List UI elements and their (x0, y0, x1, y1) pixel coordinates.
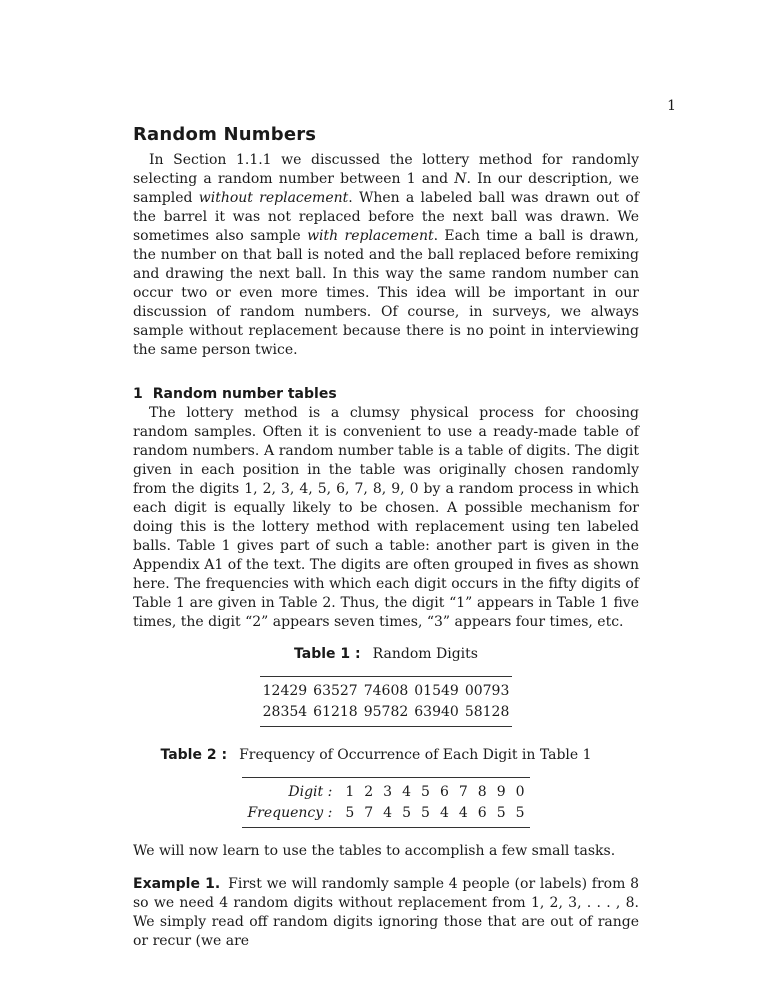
table-cell: 63527 (313, 683, 358, 699)
table-cell: 63940 (414, 704, 459, 720)
frequency-cell: 5 (345, 805, 355, 821)
digit-cell: 5 (421, 784, 430, 800)
table-row (242, 778, 529, 804)
digit-cell: 2 (364, 784, 374, 800)
table1-caption (133, 646, 639, 662)
digit-cell: 8 (477, 784, 487, 800)
frequency-cell: 5 (421, 805, 430, 821)
frequency-cell: 6 (477, 805, 487, 821)
intro-emphasis-without-replacement: without replacement (198, 190, 349, 206)
digit-frequency-table (242, 777, 529, 828)
table1-label: Table 1 : (294, 646, 361, 662)
table-cell: 00793 (464, 683, 510, 699)
table2-caption-text: Frequency of Occurrence of Each Digit in Table 1 (239, 747, 592, 763)
row-label-digit: Digit : (288, 784, 333, 800)
transition-paragraph: We will now learn to use the tables to accomplish a few small tasks. (133, 843, 616, 859)
table-row (260, 677, 513, 703)
section-heading (133, 386, 639, 402)
frequency-cell: 4 (439, 805, 449, 821)
intro-variable-n: N (454, 171, 467, 187)
frequency-cell: 4 (458, 805, 468, 821)
table2-label: Table 2 : (160, 747, 228, 763)
digit-cell: 0 (515, 784, 525, 800)
intro-text-1: In Section 1.1.1 we discussed the lottery method for randomly selecting a random number between 1 and (133, 152, 639, 187)
intro-text-4: . Each time a ball is drawn, the number on that ball is noted and the ball replaced before remixing and drawing the next ball. In this way the same random number can occur two or even more times. This idea will be important in our discussion of random numbers. Of course, in surveys, we always sample without replacement because there is no point in interviewing the same person twice. (133, 228, 640, 358)
frequency-cell: 5 (402, 805, 412, 821)
frequency-cell: 4 (383, 805, 393, 821)
table-cell: 74608 (363, 683, 409, 699)
page-title: Random Numbers (133, 124, 317, 145)
digit-cell: 6 (439, 784, 449, 800)
table2-caption (113, 747, 639, 763)
digit-cell: 1 (345, 784, 355, 800)
page-number: 1 (667, 98, 676, 114)
frequency-cell: 7 (364, 805, 374, 821)
section-title: Random number tables (152, 386, 337, 402)
table-cell: 58128 (464, 704, 510, 720)
example-paragraph (133, 875, 639, 951)
table-cell: 95782 (363, 704, 409, 720)
digit-cell: 3 (383, 784, 393, 800)
table-row (242, 803, 529, 828)
digit-cell: 7 (458, 784, 468, 800)
intro-text-3: . When a labeled ball was drawn out of the barrel it was not replaced before the next ball was drawn. We sometimes also sample (133, 190, 639, 244)
table1-caption-text: Random Digits (372, 646, 478, 662)
example-label: Example 1. (133, 876, 221, 892)
section-number: 1 (133, 386, 143, 402)
random-digits-table (260, 676, 513, 727)
table-cell: 12429 (262, 683, 308, 699)
section-paragraph: The lottery method is a clumsy physical process for choosing random samples. Often it is convenient to use a ready-made table of random numbers. A random number table is a table of digits. The digit given in each position in the table was originally chosen randomly from the digits 1, 2, 3, 4, 5, 6, 7, 8, 9, 0 by a random process in which each digit is equally likely to be chosen. A possible mechanism for doing this is the lottery method with replacement using ten labeled balls. Table 1 gives part of such a table: another part is given in the Appendix A1 of the text. The digits are often grouped in fives as shown here. The frequencies with which each digit occurs in the fifty digits of Table 1 are given in Table 2. Thus, the digit “1” appears in Table 1 five times, the digit “2” appears seven times, “3” appears four times, etc. (133, 405, 639, 630)
table-cell: 28354 (262, 704, 308, 720)
digit-cell: 9 (496, 784, 506, 800)
row-label-frequency: Frequency : (247, 805, 333, 821)
intro-emphasis-with-replacement: with replacement (307, 228, 434, 244)
table-row (260, 702, 513, 727)
intro-text-2: . In our description, we sampled (133, 171, 639, 206)
digit-cell: 4 (402, 784, 412, 800)
intro-paragraph (133, 151, 639, 360)
example-text: First we will randomly sample 4 people (or labels) from 8 so we need 4 random digits without replacement from 1, 2, 3, . . . , 8. We simply read off random digits ignoring those that are out of range or recur (we are (133, 876, 639, 949)
frequency-cell: 5 (515, 805, 525, 821)
table-cell: 61218 (313, 704, 358, 720)
table-cell: 01549 (414, 683, 459, 699)
frequency-cell: 5 (496, 805, 506, 821)
page-content (133, 124, 639, 951)
